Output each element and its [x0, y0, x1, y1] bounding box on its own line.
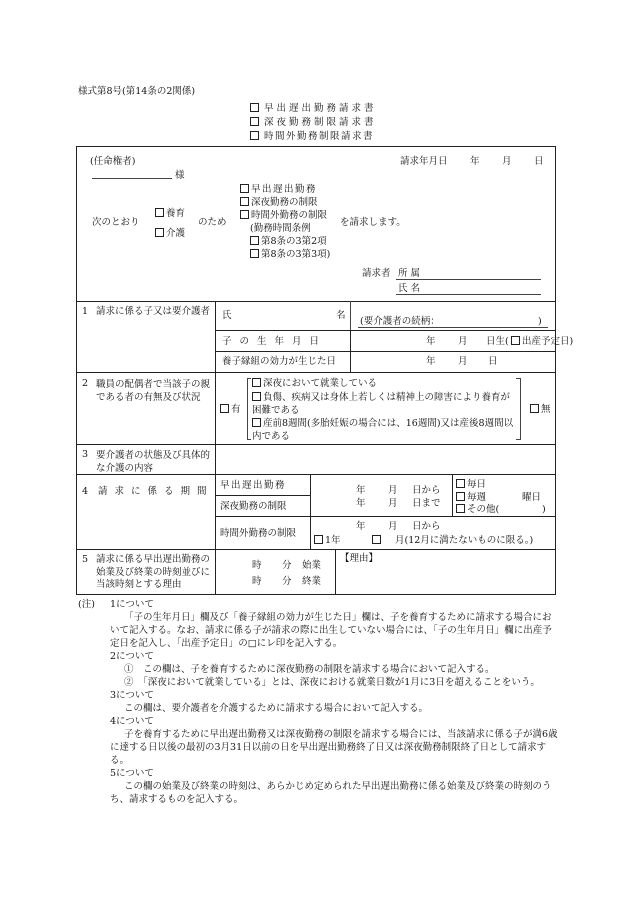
freq-other-close: ) [542, 504, 546, 515]
sama-label: 様 [175, 170, 185, 181]
ordinance-label: (勤務時間条例 [250, 223, 311, 234]
spouse-condition-night[interactable]: 深夜において就業している [252, 378, 377, 389]
relation-close: ) [538, 316, 542, 327]
checkbox[interactable] [155, 228, 164, 237]
overtime-year: 年 [356, 521, 366, 532]
checkbox[interactable] [250, 236, 259, 245]
note-2-title: 2について [110, 651, 154, 662]
checkbox[interactable] [372, 535, 381, 544]
freq-weekly-option[interactable]: 毎週 [456, 492, 486, 503]
section4-label: 請求に係る期間 [98, 486, 214, 497]
title-checkbox[interactable] [250, 103, 259, 112]
article-option-1[interactable]: 第8条の3第2項 [250, 236, 327, 247]
note-3-para: この欄は、要介護者を介護するために請求する場合において記入する。 [124, 703, 429, 714]
start-label: 始業 [302, 560, 322, 571]
date-day: 日 [534, 156, 544, 167]
checkbox[interactable] [314, 535, 323, 544]
section5-label: 請求に係る早出遅出勤務の始業及び終業の時刻並びに当該時刻とする理由 [96, 554, 211, 590]
note-4-title: 4について [110, 716, 154, 727]
spouse-condition-illness[interactable]: 負傷、疾病又は身体上若しくは精神上の障害により養育が困難である [252, 392, 511, 416]
weekday-label: 曜日 [522, 492, 542, 503]
tsugi-label: 次のとおり [92, 217, 140, 228]
spouse-condition-birth[interactable]: 産前8週間(多胎妊娠の場合には、16週間)又は産後8週間以内である [252, 418, 514, 442]
article-option-2[interactable]: 第8条の3第3項) [250, 249, 330, 260]
checkbox[interactable] [240, 210, 249, 219]
authority-label: (任命権者) [90, 156, 136, 167]
period-from-month: 月 [388, 485, 398, 496]
requester-label: 請求者 [362, 268, 391, 279]
adopt-day: 日 [488, 356, 498, 367]
request-date-label: 請求年月日 [400, 156, 448, 167]
period-from: 日から [412, 485, 441, 496]
note-5-para: この欄の始業及び終業の時刻は、あらかじめ定められた早出遅出勤務に係る始業及び終業の時刻のうち、請求するものを記入する。 [110, 781, 552, 805]
note-2-para-1: ① この欄は、子を養育するために深夜勤務の制限を請求する場合において記入する。 [124, 664, 495, 675]
date-year: 年 [470, 156, 480, 167]
note-1-title: 1について [110, 599, 154, 610]
notes-head: (注) [78, 599, 95, 610]
relation-label: (要介護者の続柄： [360, 316, 440, 327]
date-month: 月 [502, 156, 512, 167]
planned-birth-option[interactable]: 出産予定日) [511, 336, 573, 347]
child-name-right: 名 [336, 310, 346, 321]
start-minute: 分 [282, 560, 292, 571]
freq-daily-option[interactable]: 毎日 [456, 479, 486, 490]
note-4-para: 子を養育するために早出遅出勤務又は深夜勤務の制限を請求する場合には、当該請求に係る子が満6歳に達する日以後の最初の3月31日以前の日を早出遅出勤務終了日又は深夜勤務制限終了日として請求する。 [110, 729, 558, 766]
checkbox[interactable] [456, 492, 465, 501]
overtime-months-option[interactable]: 月(12月に満たないものに限る。) [372, 535, 533, 546]
affiliation-label: 所属 [398, 268, 424, 279]
birth-date-label: 子の生年月日 [222, 336, 328, 347]
overtime-month: 月 [388, 521, 398, 532]
spouse-no-option[interactable]: 無 [530, 404, 551, 415]
checkbox[interactable] [530, 404, 539, 413]
checkbox[interactable] [456, 479, 465, 488]
checkbox[interactable] [250, 249, 259, 258]
checkbox[interactable] [456, 504, 465, 513]
checkbox[interactable] [240, 184, 249, 193]
period-to-year: 年 [356, 498, 366, 509]
start-hour: 時 [252, 560, 262, 571]
checkbox[interactable] [155, 208, 164, 217]
title-checkbox[interactable] [250, 131, 259, 140]
section3-label: 要介護者の状態及び具体的な介護の内容 [96, 450, 211, 474]
period-night: 深夜勤務の制限 [220, 501, 287, 512]
period-from-year: 年 [356, 485, 366, 496]
section1-label: 請求に係る子又は要介護者 [96, 306, 211, 317]
spouse-yes-option[interactable]: 有 [220, 404, 241, 415]
end-minute: 分 [282, 576, 292, 587]
note-5-title: 5について [110, 768, 154, 779]
adoption-date-label: 養子縁組の効力が生じた日 [222, 356, 337, 367]
period-early-late: 早出遅出勤務 [220, 480, 287, 491]
period-overtime: 時間外勤務の制限 [220, 528, 297, 539]
section4-number: 4 [82, 486, 89, 497]
checkbox[interactable] [511, 336, 520, 345]
note-1-para: 「子の生年月日」欄及び「養子縁組の効力が生じた日」欄は、子を養育するために請求する場合において記入する。なお、請求に係る子が請求の際に出生していない場合には、「子の生年月日」欄に出産予定日を記入し、「出産予定日」の□にレ印を記入する。 [110, 612, 552, 649]
note-3-title: 3について [110, 690, 154, 701]
period-to: 日まで [412, 498, 441, 509]
freq-other-option[interactable]: その他( [456, 504, 499, 515]
care-option-ikuji[interactable]: 養育 [155, 208, 185, 219]
notes-section [78, 598, 558, 806]
overtime-from: 日から [412, 521, 441, 532]
period-to-month: 月 [388, 498, 398, 509]
reason-label: 【理由】 [340, 553, 379, 564]
checkbox[interactable] [252, 418, 261, 427]
checkbox[interactable] [252, 392, 261, 401]
end-hour: 時 [252, 576, 262, 587]
section2-label: 職員の配偶者で当該子の親である者の有無及び状況 [96, 379, 211, 403]
title-option-night: 深夜勤務制限請求書 [250, 117, 377, 128]
birth-year: 年 [426, 336, 436, 347]
checkbox[interactable] [240, 197, 249, 206]
title-option-early-late: 早出遅出勤務請求書 [250, 103, 377, 114]
checkbox[interactable] [220, 404, 229, 413]
section5-number: 5 [82, 554, 89, 565]
no-tame-label: のため [198, 217, 227, 228]
title-checkbox[interactable] [250, 117, 259, 126]
section3-number: 3 [82, 449, 89, 460]
work-option-early-late[interactable]: 早出遅出勤務 [240, 184, 317, 195]
work-option-night[interactable]: 深夜勤務の制限 [240, 197, 318, 208]
end-label: 終業 [302, 576, 322, 587]
adopt-month: 月 [458, 356, 468, 367]
birth-day: 日生( [486, 336, 509, 347]
birth-month: 月 [458, 336, 468, 347]
note-2-para-2: ② 「深夜において就業している」とは、深夜における就業日数が1月に3日を超えることをいう。 [124, 677, 540, 688]
section2-number: 2 [82, 378, 89, 389]
form-number: 様式第8号(第14条の2関係) [78, 86, 196, 97]
overtime-one-year-option[interactable]: 1年 [314, 535, 341, 546]
seikyu-label: を請求します。 [340, 217, 406, 228]
adopt-year: 年 [426, 356, 436, 367]
care-option-kaigo[interactable]: 介護 [155, 228, 185, 239]
work-option-overtime[interactable]: 時間外勤務の制限 [240, 210, 327, 221]
child-name-left: 氏 [222, 310, 232, 321]
title-option-overtime: 時間外勤務制限請求書 [250, 131, 374, 142]
checkbox[interactable] [252, 378, 261, 387]
requester-name-label: 氏名 [398, 283, 424, 294]
section1-number: 1 [82, 306, 89, 317]
